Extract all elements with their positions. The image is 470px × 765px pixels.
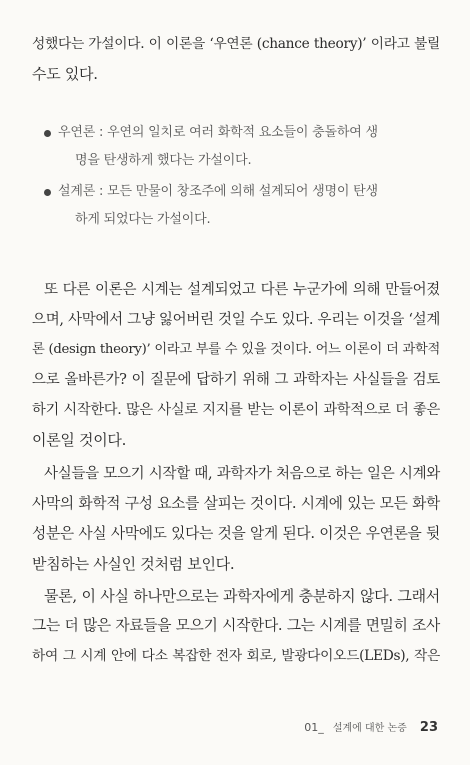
text-line: 이론일 것이다.	[32, 431, 127, 449]
text-line: 사막의 화학적 구성 요소를 살피는 것이다. 시계에 있는 모든 화학	[32, 495, 440, 512]
bullet-dot	[44, 130, 51, 137]
bullet-text: 우연론 : 우연의 일치로 여러 화학적 요소들이 충돌하여 생	[58, 125, 378, 140]
page-footer	[304, 716, 438, 735]
text-line: 사실들을 모으기 시작할 때, 과학자가 처음으로 하는 일은 시계와	[44, 466, 440, 482]
text-line: 론 (design theory)’ 이라고 부를 수 있을 것이다. 어느 이론이 더 과학적	[32, 342, 440, 357]
bullet-text: 하게 되었다는 가설이다.	[75, 212, 211, 227]
text-line: 하여 그 시계 안에 다소 복잡한 전자 회로, 발광다이오드(LEDs), 작은	[32, 648, 440, 664]
text-line: 받침하는 사실인 것처럼 보인다.	[32, 555, 235, 573]
text-line: 물론, 이 사실 하나만으로는 과학자에게 충분하지 않다. 그래서	[44, 587, 440, 605]
chapter-title: 설계에 대한 논증	[332, 723, 407, 734]
text-line: 하기 시작한다. 많은 사실로 지지를 받는 이론이 과학적으로 더 좋은	[32, 402, 440, 418]
text-line: 성분은 사실 사막에도 있다는 것을 알게 된다. 이것은 우연론을 뒷	[32, 525, 440, 542]
text-line: 성했다는 가설이다. 이 이론을 ‘우연론 (chance theory)’ 이라고 불릴	[32, 36, 440, 52]
bullet-text: 설계론 : 모든 만물이 창조주에 의해 설계되어 생명이 탄생	[58, 184, 378, 199]
text-line: 또 다른 이론은 시계는 설계되었고 다른 누군가에 의해 만들어졌	[44, 282, 440, 298]
text-line: 으며, 사막에서 그냥 잃어버린 것일 수도 있다. 우리는 이것을 ‘설계	[32, 312, 441, 328]
text-line: 으로 올바른가? 이 질문에 답하기 위해 그 과학자는 사실들을 검토	[32, 372, 440, 388]
page-number: 23	[419, 720, 438, 735]
section-number: 01_	[304, 721, 324, 734]
bullet-text: 명을 탄생하게 했다는 가설이다.	[75, 153, 252, 168]
text-line: 그는 더 많은 자료들을 모으기 시작한다. 그는 시계를 면밀히 조사	[32, 617, 440, 634]
bullet-dot	[44, 189, 51, 196]
text-line: 수도 있다.	[32, 65, 98, 83]
